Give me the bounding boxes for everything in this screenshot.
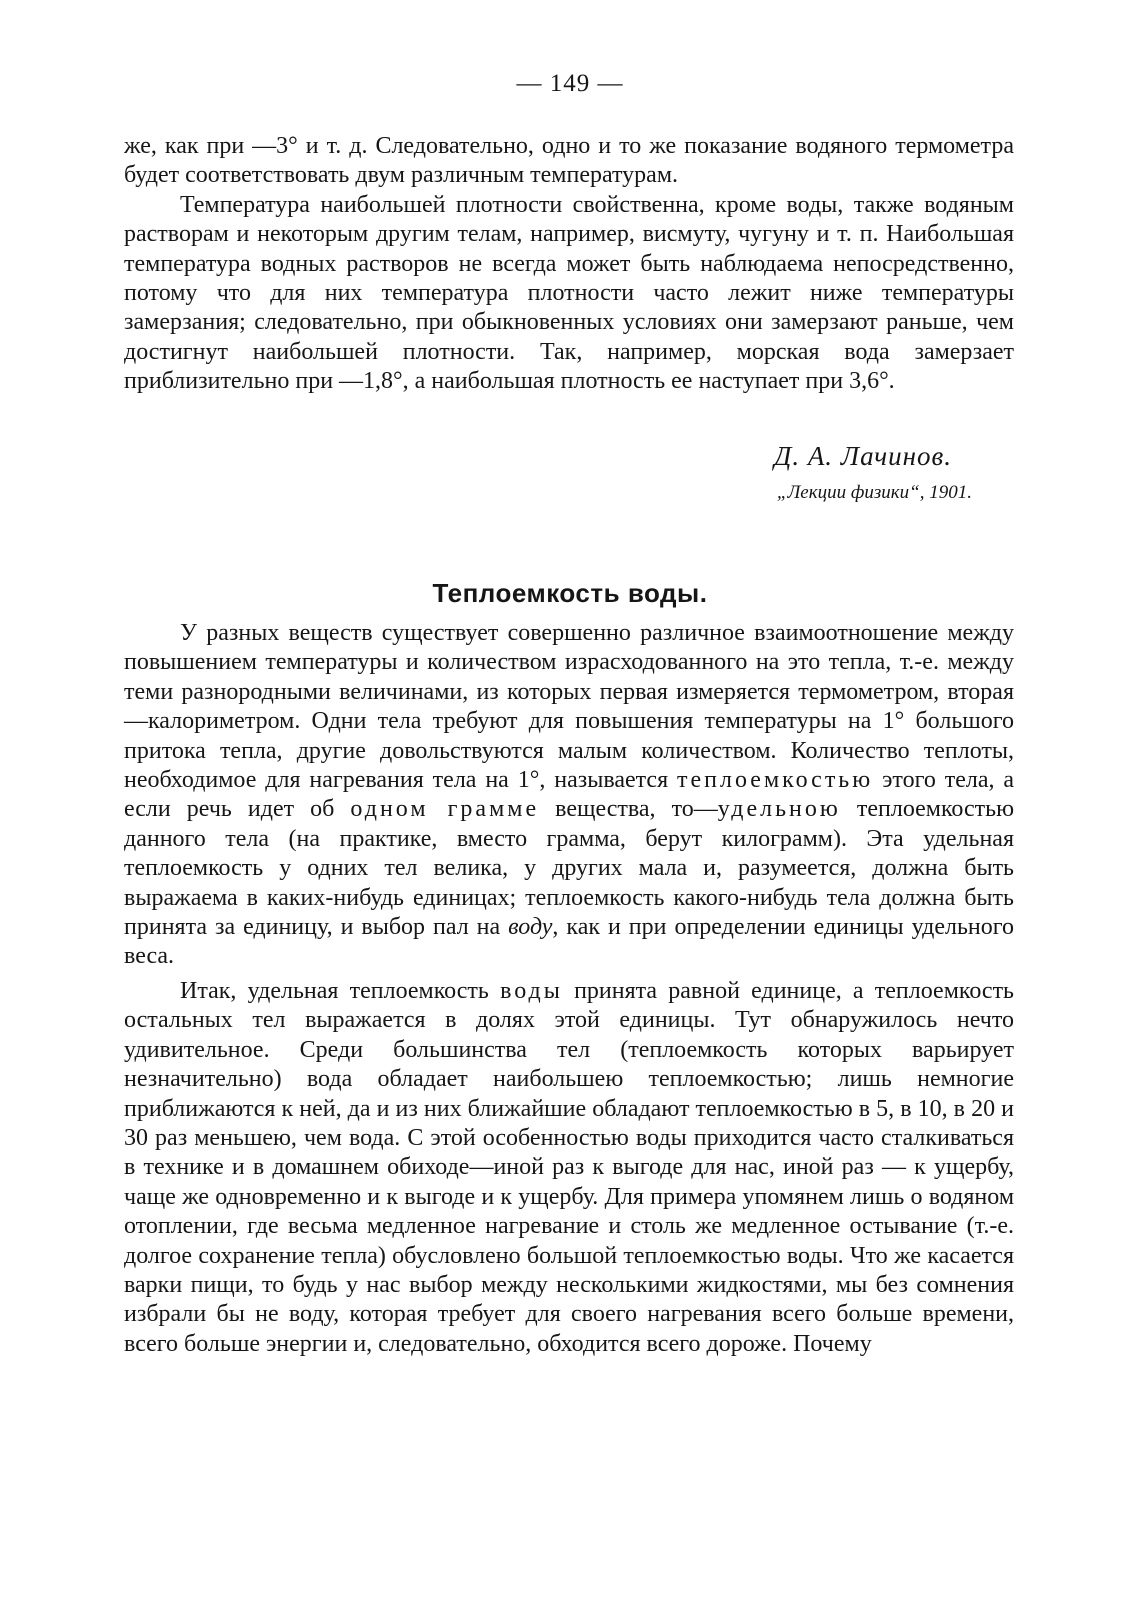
text-run: вещества, то— [555,796,718,823]
emphasized-term: теплоемкостью [677,767,874,794]
text-run: этого тела, а если речь идет об [124,767,1015,823]
section-body [124,619,1014,1359]
section-title: Теплоемкость воды. [432,578,708,608]
continuation-paragraph: же, как при —3° и т. д. Следовательно, одно и то же показание водяного термометра будет соответствовать двум различным температурам. [124,133,1014,189]
source-citation: „Лекции физики“, 1901. [776,482,972,503]
paragraph-density: Температура наибольшей плотности свойственна, кроме воды, также водяным растворам и некоторым другим телам, например, висмуту, чугуну и т. п. Наибольшая температура водных растворов не всегда может быть наблюдаема непосредственно, потому что для них температура плотности часто лежит ниже температуры замерзания; следовательно, при обыкновенных условиях они замерзают раньше, чем достигнут наибольшей плотности. Так, например, морская вода замерзает приблизительно при —1,8°, а наибольшая плотность ее наступает при 3,6°. [124,191,1014,395]
text-run: теплоемкостью данного тела (на практике, вместо грамма, берут килограмм). Эта удельная теплоемкость у одних тел велика, у других мала и, разумеется, должна быть выражаема в каких-нибудь единицах; теплоемкость какого-нибудь тела должна быть принята за единицу, и выбор пал на [124,796,1015,941]
text-run: У разных веществ существует совершенно различное взаимоотношение между повышением температуры и количеством израсходованного на это тепла, т.-е. между теми разнородными величинами, из которых первая измеряется термометром, вторая—калориметром. Одни тела требуют для повышения температуры на 1° большого притока тепла, другие довольствуются малым количеством. Количество теплоты, необходимое для нагревания тела на 1°, называется [124,620,1014,794]
emphasized-term: удельною [717,796,841,823]
paragraph-water-capacity [124,977,1014,1359]
top-text-block [124,132,1014,397]
page-number: — 149 — [516,70,624,97]
italic-term: воду [508,914,553,941]
paragraph-heat-capacity [124,619,1014,972]
emphasized-term: одном грамме [350,796,540,823]
text-run: , как и при определении единицы удельного веса. [124,914,1014,970]
text-run: Итак, удельная теплоемкость [180,977,489,1004]
author-signature: Д. А. Лачинов. [774,441,952,471]
emphasized-term: воды [500,977,563,1004]
text-run: принята равной единице, а теплоемкость остальных тел выражается в долях этой единицы. Тут обнаружилось нечто удивительное. Среди большинства тел (теплоемкость которых варьирует незначительно) вода обладает наибольшею теплоемкостью; лишь немногие приближаются к ней, да и из них ближайшие обладают теплоемкостью в 5, в 10, в 20 и 30 раз меньшею, чем вода. С этой особенностью воды приходится часто сталкиваться в технике и в домашнем обиходе—иной раз к выгоде для нас, иной раз — к ущербу, чаще же одновременно и к выгоде и к ущербу. Для примера упомянем лишь о водяном отоплении, где весьма медленное нагревание и столь же медленное остывание (т.-е. долгое сохранение тепла) обусловлено большой теплоемкостью воды. Что же касается варки пищи, то будь у нас выбор между несколькими жидкостями, мы без сомнения избрали бы не воду, которая требует для своего нагревания всего больше времени, всего больше энергии и, следовательно, обходится всего дороже. Почему [124,977,1015,1357]
